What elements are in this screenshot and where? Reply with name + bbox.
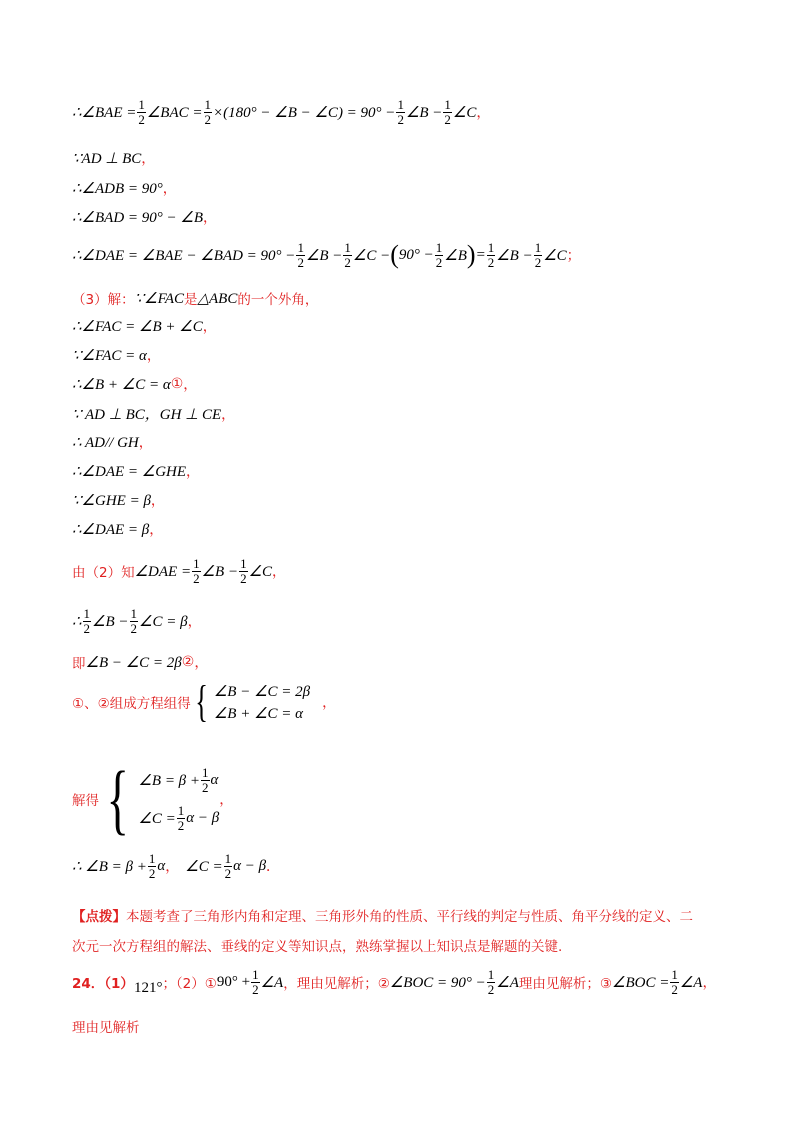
answer-24: 24．（1） 121° ；（2）① 90° + $\frac{1}{2}$ ∠A ，理由见解析；② ∠BOC = 90° − $\frac{1}{2}$ ∠A 理由见解析；③ ∠BOC = $\frac{1}{2}$ ∠A ， [72,967,717,997]
answer-24-tail: 理由见解析 [72,1020,140,1036]
math-line-1: ∴∠BAE = $\frac{1}{2}$ ∠BAC = $\frac{1}{2}$ ×(180° − ∠B − ∠C) = 90° − $\frac{1}{2}$ ∠B − $\frac{1}{2}$ ∠C ， [72,97,491,127]
math-line-15: 由（2）知 ∠DAE = $\frac{1}{2}$ ∠B − $\frac{1}{2}$ ∠C ， [72,556,287,586]
math-line-10: ∵ AD ⊥ BC，GH ⊥ CE ， [72,406,236,423]
math-line-12: ∴∠DAE = ∠GHE ， [72,463,201,480]
math-line-20: ∴ ∠B = β + $\frac{1}{2}$ α ， ∠C = $\frac{1}{2}$ α − β ． [72,851,281,881]
math-line-7: ∴∠FAC = ∠B + ∠C ， [72,318,217,335]
system-line-19: 解得 { ∠B = β + $\frac{1}{2}$ α ∠C = $\frac{1}{2}$ α − β ， [72,755,234,842]
math-line-8: ∵∠FAC = α ， [72,347,161,364]
math-line-13: ∵∠GHE = β ， [72,492,165,509]
math-line-2: ∵AD ⊥ BC ， [72,150,156,167]
math-line-17: 即 ∠B − ∠C = 2β ② ， [72,654,209,672]
math-line-3: ∴∠ADB = 90° ， [72,180,177,197]
tip-line-1: 【点拨】 本题考查了三角形内角和定理、三角形外角的性质、平行线的判定与性质、角平分线的定义、二 [72,909,693,925]
tip-line-2: 次元一次方程组的解法、垂线的定义等知识点，熟练掌握以上知识点是解题的关键. [72,939,563,955]
part3-heading: （3）解： ∵∠FAC 是 △ABC 的一个外角， [72,290,319,308]
math-line-11: ∴ AD// GH ， [72,434,153,451]
math-line-16: ∴ $\frac{1}{2}$ ∠B − $\frac{1}{2}$ ∠C = β ， [72,606,202,636]
math-line-9: ∴∠B + ∠C = α ① ， [72,376,198,393]
math-line-4: ∴∠BAD = 90° − ∠B ， [72,209,218,226]
math-line-5: ∴∠DAE = ∠BAE − ∠BAD = 90° − $\frac{1}{2}$ ∠B − $\frac{1}{2}$ ∠C − ( 90° − $\frac{1}{2}$ ∠B ) = $\frac{1}{2}$ ∠B − $\frac{1}{2}$ ∠C ； [72,239,581,270]
math-line-14: ∴∠DAE = β ， [72,521,164,538]
system-line-18: ①、②组成方程组得 { ∠B − ∠C = 2β ∠B + ∠C = α ， [72,677,337,726]
